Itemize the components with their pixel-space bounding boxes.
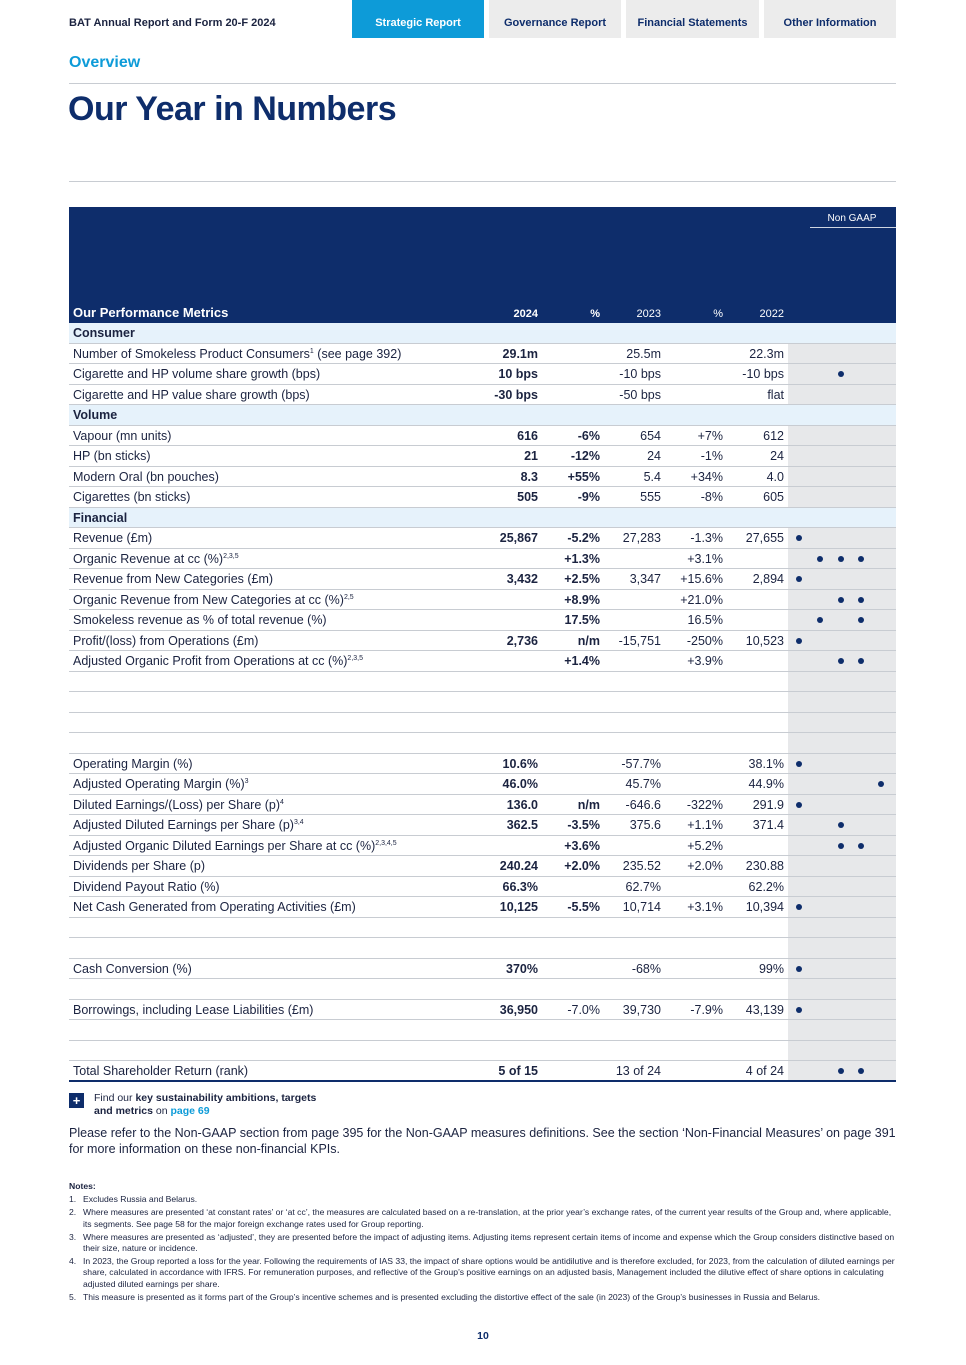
metric-name: Organic Revenue at cc (%): [73, 551, 224, 566]
change-2023: +3.1%: [687, 551, 723, 566]
divider: [69, 83, 896, 84]
value-2024: 10,125: [499, 900, 538, 914]
metric-label: [73, 880, 220, 894]
metric-label: [73, 798, 284, 812]
flag-columns-background: [788, 795, 896, 815]
metric-name: Number of Smokeless Product Consumers: [73, 346, 310, 361]
table-row: [69, 754, 896, 775]
value-2023: -10 bps: [619, 367, 661, 381]
table-row: [69, 610, 896, 631]
ifrs-gaap-dot-icon: [796, 904, 802, 910]
incentive-2024-dot-icon: [838, 1068, 844, 1074]
notes: [69, 1181, 896, 1305]
flag-columns-background: [788, 385, 896, 405]
transformation-dot-icon: [817, 556, 823, 562]
note-text: In 2023, the Group reported a loss for the year. Following the requirements of IAS 33, the impact of share options would be antidilutive and is therefore excluded, for 2023, from the calculation of diluted earnings per share, calculated in accordance with IFRS. For remuneration purposes, and reflective of the Group’s positive earnings on an adjusted basis, Management included the dilutive effect of share options in calculating adjusted diluted earnings per share.: [83, 1255, 895, 1289]
change-2024: n/m: [577, 633, 600, 648]
change-2023: -1.3%: [690, 531, 723, 545]
value-2022: -10 bps: [742, 367, 784, 381]
ifrs-gaap-dot-icon: [796, 535, 802, 541]
metric-name: Profit/(loss) from Operations (£m): [73, 633, 259, 648]
metric-label: [73, 388, 310, 402]
section-label: Financial: [73, 510, 128, 525]
metric-label: [73, 449, 151, 463]
value-2022: 62.2%: [748, 879, 784, 894]
find-middle: on: [152, 1105, 171, 1117]
change-2023: -1%: [700, 449, 723, 463]
empty-row: [69, 979, 896, 1000]
section-label: Consumer: [73, 326, 135, 340]
value-2024: 505: [517, 490, 538, 504]
column-header-2024: 2024: [513, 308, 538, 320]
ifrs-gaap-dot-icon: [796, 761, 802, 767]
flag-columns-background: [788, 1000, 896, 1020]
change-2024: -9%: [577, 490, 600, 504]
metric-name: Adjusted Operating Margin (%): [73, 777, 245, 791]
note-number: 4.: [69, 1255, 77, 1266]
column-header-incentive-2025: [850, 224, 870, 320]
metric-label: [73, 962, 192, 976]
note-number: 1.: [69, 1194, 77, 1205]
note-number: 3.: [69, 1231, 77, 1242]
value-2024: 8.3: [520, 469, 538, 484]
change-2024: -5.5%: [567, 900, 600, 914]
value-2022: 2,894: [752, 572, 784, 586]
value-2024: 36,950: [499, 1002, 538, 1017]
value-2022: 4 of 24: [745, 1064, 784, 1078]
flag-columns-background: [788, 918, 896, 938]
value-2024: 362.5: [506, 818, 538, 832]
page-title: Our Year in Numbers: [68, 90, 397, 128]
page-link[interactable]: page 69: [170, 1105, 210, 1117]
metric-name: Modern Oral (bn pouches): [73, 469, 219, 484]
note-text: This measure is presented as it forms part of the Group’s incentive schemes and is presented excluding the distortive effect of the sale (in 2023) of the Group’s businesses in Russia and Belarus.: [83, 1291, 821, 1302]
value-2022: 99%: [758, 961, 784, 976]
note-item: [69, 1292, 896, 1303]
change-2023: +7%: [697, 428, 723, 443]
note-item: [69, 1194, 896, 1205]
metric-label: [73, 1064, 248, 1078]
change-2024: +2.5%: [564, 572, 600, 586]
flag-columns-background: [788, 610, 896, 630]
change-2024: -5.2%: [567, 531, 600, 545]
change-2023: -250%: [686, 633, 723, 648]
transformation-dot-icon: [817, 617, 823, 623]
value-2023: 375.6: [629, 818, 661, 832]
table-row: [69, 877, 896, 898]
change-2023: +3.9%: [687, 654, 723, 668]
tab-governance-report[interactable]: Governance Report: [489, 0, 621, 38]
metric-label: [73, 470, 219, 484]
change-2024: -3.5%: [567, 818, 600, 832]
value-2023: 45.7%: [625, 777, 661, 791]
footnote-ref: 4: [280, 798, 284, 806]
value-2023: 555: [640, 490, 661, 504]
note-text: Where measures are presented ‘at constant rates’ or ‘at cc’, the measures are calculated based on a re-translation, at the prior year’s exchange rates, of the current year results of the Group and, where applicable, its segments. See page 58 for the major foreign exchange rates used for Group reporting.: [83, 1207, 892, 1229]
flag-columns-background: [788, 1020, 896, 1040]
metric-name: Revenue from New Categories (£m): [73, 572, 274, 586]
metric-name-suffix: (see page 392): [313, 346, 402, 361]
value-2024: 370%: [506, 961, 538, 976]
table-row: [69, 897, 896, 918]
metric-name: Total Shareholder Return (rank): [73, 1064, 249, 1078]
value-2023: -15,751: [618, 633, 661, 648]
note-item: [69, 1207, 896, 1230]
note-item: [69, 1232, 896, 1255]
tab-financial-statements[interactable]: Financial Statements: [626, 0, 759, 38]
value-2022: 291.9: [752, 797, 784, 812]
value-2024: 616: [517, 428, 538, 443]
footnote-ref: 3: [244, 778, 249, 785]
column-header-pct-2024: %: [590, 308, 600, 320]
metric-label: [73, 552, 239, 566]
value-2024: 66.3%: [502, 879, 538, 894]
metric-label: [73, 1003, 313, 1017]
table-row: [69, 795, 896, 816]
incentive-2025-dot-icon: [858, 1068, 864, 1074]
table-row: [69, 1061, 896, 1082]
metric-name: Cigarette and HP value share growth (bps): [73, 387, 310, 402]
column-header-incentive-2024: [830, 224, 850, 320]
metric-name: Dividend Payout Ratio (%): [73, 879, 220, 894]
value-2022: 612: [763, 428, 784, 443]
value-2023: 13 of 24: [615, 1064, 661, 1078]
value-2022: 371.4: [752, 818, 784, 832]
flag-columns-background: [788, 569, 896, 589]
change-2024: n/m: [577, 797, 600, 812]
value-2023: 3,347: [629, 572, 661, 586]
table-row: [69, 385, 896, 406]
metric-label: [73, 429, 171, 443]
footnote-ref: 2,5: [343, 593, 354, 601]
incentive-2024-dot-icon: [838, 658, 844, 664]
value-2022: 27,655: [745, 531, 784, 545]
ifrs-gaap-dot-icon: [796, 576, 802, 582]
incentive-2024-dot-icon: [838, 822, 844, 828]
value-2022: 22.3m: [749, 346, 784, 361]
value-2022: flat: [767, 387, 784, 402]
value-2024: 25,867: [499, 531, 538, 545]
incentive-2025-dot-icon: [858, 556, 864, 562]
flag-columns-background: [788, 528, 896, 548]
change-2023: -7.9%: [690, 1002, 723, 1017]
empty-row: [69, 938, 896, 959]
divider: [69, 181, 896, 182]
incentive-2025-dot-icon: [858, 658, 864, 664]
value-2023: 27,283: [622, 531, 661, 545]
ifrs-gaap-dot-icon: [796, 1007, 802, 1013]
value-2024: 2,736: [506, 633, 538, 648]
footnote-ref: 3,4: [293, 819, 304, 826]
metric-name: Vapour (mn units): [73, 428, 172, 443]
column-header-2023: 2023: [636, 308, 661, 320]
footnote-ref: 2,3,4,5: [375, 839, 397, 847]
flag-columns-background: [788, 344, 896, 364]
change-2023: -8%: [700, 490, 723, 504]
empty-row: [69, 713, 896, 734]
value-2022: 230.88: [745, 859, 784, 873]
metric-label: [73, 900, 356, 914]
metric-name: Net Cash Generated from Operating Activities (£m): [73, 900, 356, 914]
change-2024: 17.5%: [564, 613, 600, 627]
tab-strategic-report[interactable]: Strategic Report: [352, 0, 484, 38]
value-2024: 240.24: [499, 859, 538, 873]
find-prefix: Find our: [94, 1092, 136, 1104]
metric-name: Borrowings, including Lease Liabilities (£m): [73, 1002, 314, 1017]
value-2024: -30 bps: [494, 387, 538, 402]
metric-name: Dividends per Share (p): [73, 859, 206, 873]
table-row: [69, 344, 896, 365]
change-2023: +15.6%: [680, 572, 723, 586]
value-2023: -68%: [631, 961, 661, 976]
value-2022: 10,523: [745, 633, 784, 648]
table-body: [69, 323, 896, 1082]
change-2023: +34%: [690, 469, 723, 484]
table-row: [69, 426, 896, 447]
flag-columns-background: [788, 631, 896, 651]
value-2022: 4.0: [766, 469, 784, 484]
metric-name: Cash Conversion (%): [73, 961, 192, 976]
metric-label: [73, 818, 304, 832]
metric-name: Organic Revenue from New Categories at cc (%): [73, 592, 344, 607]
section-label: Overview: [69, 54, 141, 71]
table-row: [69, 569, 896, 590]
column-header-pct-2023: %: [713, 308, 723, 320]
find-sustainability-link[interactable]: [94, 1092, 334, 1118]
value-2023: 24: [647, 449, 661, 463]
section-row: [69, 405, 896, 426]
value-2024: 21: [524, 449, 538, 463]
change-2024: +2.0%: [564, 859, 600, 873]
value-2023: -57.7%: [621, 756, 661, 771]
value-2023: 10,714: [622, 900, 661, 914]
table-row: [69, 549, 896, 570]
metric-name: Diluted Earnings/(Loss) per Share (p): [73, 797, 281, 812]
table-row: [69, 1000, 896, 1021]
value-2023: -646.6: [625, 797, 661, 812]
table-row: [69, 815, 896, 836]
flag-columns-background: [788, 856, 896, 876]
change-2023: +21.0%: [680, 592, 723, 607]
metric-label: [73, 490, 190, 504]
change-2024: -12%: [570, 449, 600, 463]
find-bold: key sustainability ambitions, targets and metrics: [94, 1092, 317, 1117]
table-row: [69, 590, 896, 611]
value-2024: 3,432: [506, 572, 538, 586]
metric-name: Adjusted Diluted Earnings per Share (p): [73, 818, 294, 832]
table-row: [69, 631, 896, 652]
flag-columns-background: [788, 897, 896, 917]
value-2022: 605: [763, 490, 784, 504]
ifrs-gaap-dot-icon: [796, 638, 802, 644]
metric-name: Revenue (£m): [73, 531, 153, 545]
table-row: [69, 651, 896, 672]
metric-name: Operating Margin (%): [73, 756, 193, 771]
incentive-2025-dot-icon: [858, 597, 864, 603]
incentive-2024-dot-icon: [838, 556, 844, 562]
flag-columns-background: [788, 487, 896, 507]
metric-label: [73, 859, 205, 873]
flag-columns-background: [788, 713, 896, 733]
performance-metrics-table: [69, 207, 896, 1082]
table-row: [69, 856, 896, 877]
value-2023: 654: [640, 428, 661, 443]
change-2024: +8.9%: [564, 592, 600, 607]
notes-list: [69, 1194, 896, 1303]
metric-label: [73, 367, 320, 381]
change-2023: -322%: [686, 797, 723, 812]
metric-label: [73, 839, 397, 853]
note-text: Where measures are presented as ‘adjusted’, they are presented before the impact of adjusting items. Adjusting items represent certain items of income and expense which the Group considers distinctive based on their size, nature or incidence.: [83, 1231, 895, 1254]
empty-row: [69, 1041, 896, 1062]
flag-columns-background: [788, 692, 896, 712]
flag-columns-background: [788, 938, 896, 958]
metric-label: [73, 531, 152, 545]
value-2024: 5 of 15: [498, 1064, 538, 1078]
metric-name: Cigarette and HP volume share growth (bps): [73, 367, 321, 381]
table-row: [69, 364, 896, 385]
metric-label: [73, 634, 258, 648]
metric-name: Adjusted Organic Profit from Operations at cc (%): [73, 654, 348, 668]
change-2023: +1.1%: [687, 818, 723, 832]
metric-label: [73, 777, 249, 791]
value-2023: 62.7%: [625, 879, 661, 894]
column-header-2022: 2022: [759, 308, 784, 320]
table-row: [69, 836, 896, 857]
table-header: [69, 207, 896, 323]
table-row: [69, 467, 896, 488]
incentive-2024-dot-icon: [838, 843, 844, 849]
value-2024: 10 bps: [498, 367, 538, 381]
change-2024: -7.0%: [567, 1002, 600, 1017]
empty-row: [69, 733, 896, 754]
table-row: [69, 528, 896, 549]
value-2022: 43,139: [745, 1002, 784, 1017]
value-2022: 44.9%: [748, 777, 784, 791]
flag-columns-background: [788, 672, 896, 692]
note-item: [69, 1256, 896, 1290]
table-row: [69, 774, 896, 795]
incentive-2024-dot-icon: [838, 597, 844, 603]
flag-columns-background: [788, 467, 896, 487]
note-text: Excludes Russia and Belarus.: [83, 1194, 198, 1205]
change-2024: +1.4%: [564, 654, 600, 668]
flag-columns-background: [788, 426, 896, 446]
section-row: [69, 323, 896, 344]
metric-label: [73, 572, 273, 586]
non-gaap-header: Non GAAP: [827, 213, 877, 224]
footnote-ref: 2,3,5: [223, 552, 239, 560]
metric-label: [73, 347, 401, 361]
empty-row: [69, 692, 896, 713]
value-2023: -50 bps: [619, 387, 661, 402]
metric-label: [73, 613, 327, 627]
flag-columns-background: [788, 1041, 896, 1061]
table-row: [69, 487, 896, 508]
value-2022: 24: [770, 449, 784, 463]
column-header-ifrs-gaap: [788, 224, 808, 320]
flag-columns-background: [788, 959, 896, 979]
note-number: 2.: [69, 1207, 77, 1218]
value-2024: 46.0%: [502, 777, 538, 791]
table-title: Our Performance Metrics: [73, 305, 229, 320]
change-2023: 16.5%: [687, 613, 723, 627]
table-row: [69, 446, 896, 467]
value-2024: 136.0: [506, 797, 538, 812]
section-row: [69, 508, 896, 529]
plus-icon[interactable]: +: [69, 1093, 84, 1108]
flag-columns-background: [788, 446, 896, 466]
change-2023: +3.1%: [687, 900, 723, 914]
flag-columns-background: [788, 733, 896, 753]
change-2023: +2.0%: [687, 859, 723, 873]
change-2024: +3.6%: [564, 838, 600, 853]
metric-name: HP (bn sticks): [73, 449, 151, 463]
change-2023: +5.2%: [687, 838, 723, 853]
incentive-2025-dot-icon: [858, 617, 864, 623]
ifrs-gaap-dot-icon: [796, 966, 802, 972]
empty-row: [69, 672, 896, 693]
ifrs-gaap-dot-icon: [796, 802, 802, 808]
page-number: 10: [477, 1330, 489, 1342]
metric-label: [73, 654, 363, 668]
footnote-ref: 2,3,5: [347, 655, 363, 662]
note-number: 5.: [69, 1291, 77, 1302]
flag-columns-background: [788, 877, 896, 897]
column-header-other-non-gaap: [871, 224, 891, 320]
tab-other-information[interactable]: Other Information: [764, 0, 896, 38]
change-2024: -6%: [577, 428, 600, 443]
value-2023: 235.52: [622, 859, 661, 873]
metric-name: Cigarettes (bn sticks): [73, 490, 191, 504]
value-2022: 10,394: [745, 900, 784, 914]
metric-name: Smokeless revenue as % of total revenue (%): [73, 613, 327, 627]
value-2023: 39,730: [622, 1002, 661, 1017]
empty-row: [69, 918, 896, 939]
metric-label: [73, 757, 193, 771]
incentive-2025-dot-icon: [858, 843, 864, 849]
empty-row: [69, 1020, 896, 1041]
non-gaap-reference: Please refer to the Non-GAAP section from page 395 for the Non-GAAP measures definitions. See the section ‘Non-Financial Measures’ on page 391 for more information on these non-financial KPIs.: [69, 1126, 896, 1156]
column-header-transformation: [809, 224, 829, 320]
change-2024: +55%: [567, 469, 600, 484]
value-2023: 5.4: [643, 469, 661, 484]
table-row: [69, 959, 896, 980]
section-label: Volume: [73, 408, 118, 422]
value-2023: 25.5m: [626, 346, 661, 361]
other-non-gaap-dot-icon: [878, 781, 884, 787]
incentive-2024-dot-icon: [838, 371, 844, 377]
metric-name: Adjusted Organic Diluted Earnings per Share at cc (%): [73, 838, 376, 853]
flag-columns-background: [788, 754, 896, 774]
metric-label: [73, 593, 354, 607]
value-2022: 38.1%: [748, 756, 784, 771]
flag-columns-background: [788, 979, 896, 999]
value-2024: 29.1m: [502, 346, 538, 361]
value-2024: 10.6%: [502, 756, 538, 771]
change-2024: +1.3%: [564, 551, 600, 566]
notes-heading: Notes:: [69, 1181, 96, 1191]
top-bar: [0, 0, 966, 38]
footnote-ref: 1: [309, 347, 314, 355]
report-title: BAT Annual Report and Form 20-F 2024: [69, 17, 276, 29]
